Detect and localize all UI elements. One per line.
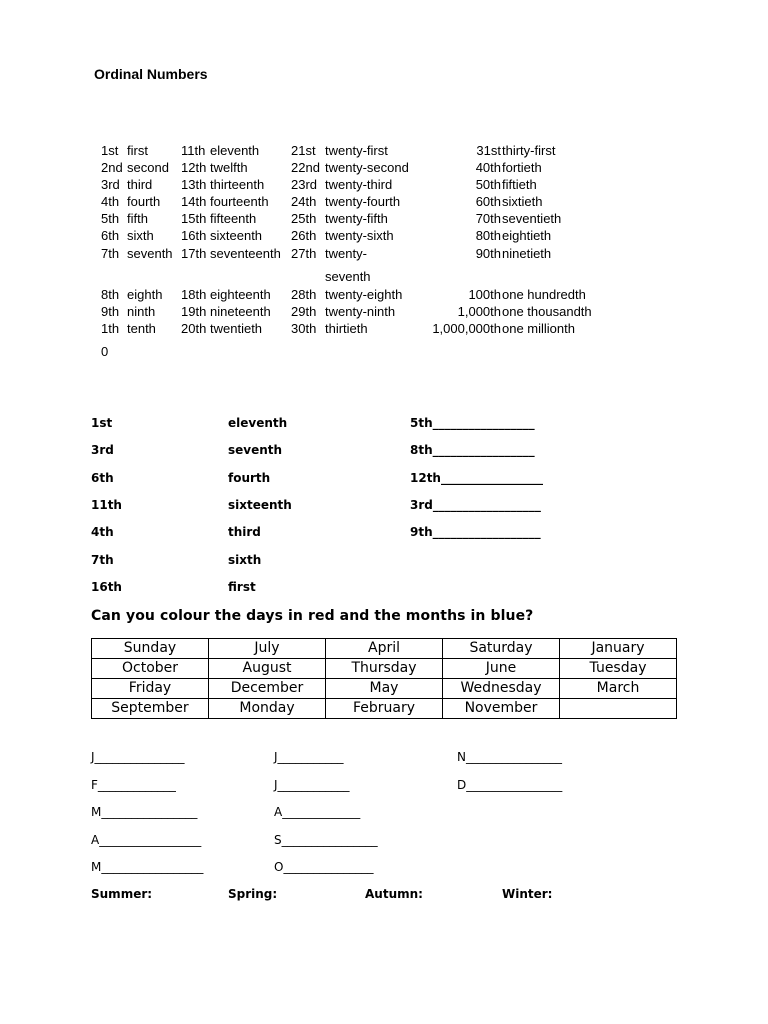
ord-c3-w: twenty-fifth [325,211,388,226]
ord-c3-n: 25th [291,211,317,226]
ord-c1-n: 0 [101,344,109,359]
ord-c4-n: 90th [475,246,501,261]
table-cell[interactable]: November [443,699,560,719]
ord-c3-w: twenty-ninth [325,304,396,319]
month-blank[interactable]: D________________ [457,778,563,792]
ord-c2-w: fifteenth [210,211,257,226]
ord-c1-n: 6th [101,228,120,243]
table-row [92,659,677,679]
table-cell[interactable]: Friday [92,679,209,699]
table-cell[interactable]: January [560,639,677,659]
page-title: Ordinal Numbers [94,66,208,82]
ord-c4-n: 1,000th [457,304,501,319]
table-cell[interactable]: Thursday [326,659,443,679]
exercise-blank[interactable]: 8th_________________ [410,443,535,457]
ord-c2-n: 17th [181,246,207,261]
ord-c3-w: seventh [325,269,371,284]
table-cell[interactable]: March [560,679,677,699]
ord-c1-n: 9th [101,304,120,319]
month-blank[interactable]: M_________________ [91,860,204,874]
ord-c3-n: 24th [291,194,317,209]
ord-c1-w: first [127,143,148,158]
ord-c4-n: 50th [475,177,501,192]
ord-c2-w: thirteenth [210,177,265,192]
ord-c1-n: 1th [101,321,120,336]
month-blank[interactable]: J____________ [274,778,350,792]
exercise-word: sixth [228,553,262,567]
ord-c2-n: 11th [181,143,206,158]
ord-c2-w: twentieth [210,321,263,336]
month-blank[interactable]: J___________ [274,750,344,764]
ord-c1-n: 4th [101,194,120,209]
table-cell[interactable]: Monday [209,699,326,719]
ord-c2-w: fourteenth [210,194,269,209]
exercise-blank[interactable]: 12th_________________ [410,471,543,485]
ord-c4-w: fiftieth [502,177,537,192]
ord-c3-n: 29th [291,304,317,319]
ord-c2-n: 15th [181,211,207,226]
table-cell[interactable]: July [209,639,326,659]
exercise-word: eleventh [228,416,288,430]
exercise-number: 1st [91,416,113,430]
table-row [92,679,677,699]
ord-c4-w: one thousandth [502,304,592,319]
exercise-word: first [228,580,256,594]
month-blank[interactable]: M________________ [91,805,198,819]
month-blank[interactable]: O_______________ [274,860,374,874]
table-cell[interactable]: September [92,699,209,719]
table-cell[interactable]: May [326,679,443,699]
ord-c3-n: 21st [291,143,316,158]
ord-c3-w: twenty-eighth [325,287,403,302]
month-blank[interactable]: A_________________ [91,833,202,847]
ord-c4-w: fortieth [502,160,542,175]
exercise-word: seventh [228,443,283,457]
ord-c1-w: eighth [127,287,163,302]
ord-c1-n: 1st [101,143,119,158]
month-blank[interactable]: N________________ [457,750,562,764]
ord-c4-w: seventieth [502,211,562,226]
ord-c4-n: 80th [475,228,501,243]
table-cell[interactable]: October [92,659,209,679]
ord-c4-n: 60th [475,194,501,209]
ord-c2-n: 20th [181,321,207,336]
ord-c4-n: 1,000,000th [432,321,501,336]
ord-c3-n: 27th [291,246,317,261]
ord-c4-w: ninetieth [502,246,552,261]
season-summer: Summer: [91,887,153,901]
exercise-number: 7th [91,553,114,567]
ord-c4-n: 70th [475,211,501,226]
ord-c4-w: eightieth [502,228,552,243]
ord-c4-w: thirty-first [502,143,556,158]
exercise-blank[interactable]: 3rd__________________ [410,498,541,512]
ord-c1-w: ninth [127,304,156,319]
ord-c3-w: twenty-first [325,143,388,158]
ord-c1-n: 5th [101,211,120,226]
ord-c2-n: 19th [181,304,207,319]
ord-c3-n: 22nd [291,160,320,175]
ord-c3-w: twenty-second [325,160,409,175]
colour-question: Can you colour the days in red and the months in blue? [91,608,534,624]
ord-c4-n: 31st [476,143,501,158]
season-autumn: Autumn: [365,887,423,901]
table-cell[interactable] [560,699,677,719]
table-cell[interactable]: Tuesday [560,659,677,679]
table-cell[interactable]: December [209,679,326,699]
table-cell[interactable]: April [326,639,443,659]
ord-c2-w: nineteenth [210,304,271,319]
ord-c1-w: third [127,177,153,192]
exercise-word: sixteenth [228,498,292,512]
ord-c1-w: sixth [127,228,154,243]
ord-c1-w: tenth [127,321,156,336]
ord-c2-w: eighteenth [210,287,271,302]
ord-c1-n: 8th [101,287,120,302]
ord-c3-n: 30th [291,321,317,336]
ord-c3-n: 23rd [291,177,318,192]
ord-c3-w: twenty-fourth [325,194,401,209]
exercise-number: 4th [91,525,114,539]
ord-c1-n: 3rd [101,177,120,192]
ord-c3-w: twenty-sixth [325,228,394,243]
exercise-blank[interactable]: 5th_________________ [410,416,535,430]
ord-c2-n: 18th [181,287,207,302]
exercise-word: third [228,525,261,539]
ord-c1-w: seventh [127,246,173,261]
exercise-number: 11th [91,498,122,512]
table-cell[interactable]: August [209,659,326,679]
ord-c1-w: fifth [127,211,148,226]
ord-c3-w: twenty-third [325,177,393,192]
month-blank[interactable]: A_____________ [274,805,361,819]
month-blank[interactable]: F_____________ [91,778,176,792]
ord-c1-n: 2nd [101,160,123,175]
ord-c2-n: 13th [181,177,207,192]
table-row [92,699,677,719]
ord-c4-n: 40th [475,160,501,175]
month-blank[interactable]: J_______________ [91,750,185,764]
exercise-number: 6th [91,471,114,485]
ord-c1-n: 7th [101,246,120,261]
season-winter: Winter: [502,887,553,901]
exercise-word: fourth [228,471,271,485]
table-row [92,639,677,659]
ord-c3-n: 26th [291,228,317,243]
ord-c2-n: 14th [181,194,207,209]
ord-c4-w: one millionth [502,321,575,336]
exercise-number: 3rd [91,443,114,457]
table-cell[interactable]: February [326,699,443,719]
ord-c2-n: 12th [181,160,207,175]
ord-c3-w: thirtieth [325,321,368,336]
ord-c2-n: 16th [181,228,207,243]
ord-c1-w: second [127,160,169,175]
ord-c2-w: seventeenth [210,246,281,261]
table-cell[interactable]: June [443,659,560,679]
ord-c2-w: eleventh [210,143,260,158]
ord-c4-w: sixtieth [502,194,543,209]
ord-c2-w: sixteenth [210,228,263,243]
table-cell[interactable]: Sunday [92,639,209,659]
ord-c4-n: 100th [468,287,501,302]
exercise-blank[interactable]: 9th__________________ [410,525,541,539]
ord-c4-w: one hundredth [502,287,586,302]
table-cell[interactable]: Saturday [443,639,560,659]
ord-c3-w: twenty- [325,246,367,261]
days-months-table [91,638,677,719]
ord-c1-w: fourth [127,194,161,209]
month-blank[interactable]: S________________ [274,833,378,847]
exercise-number: 16th [91,580,122,594]
season-spring: Spring: [228,887,278,901]
ord-c3-n: 28th [291,287,317,302]
ord-c2-w: twelfth [210,160,248,175]
table-cell[interactable]: Wednesday [443,679,560,699]
